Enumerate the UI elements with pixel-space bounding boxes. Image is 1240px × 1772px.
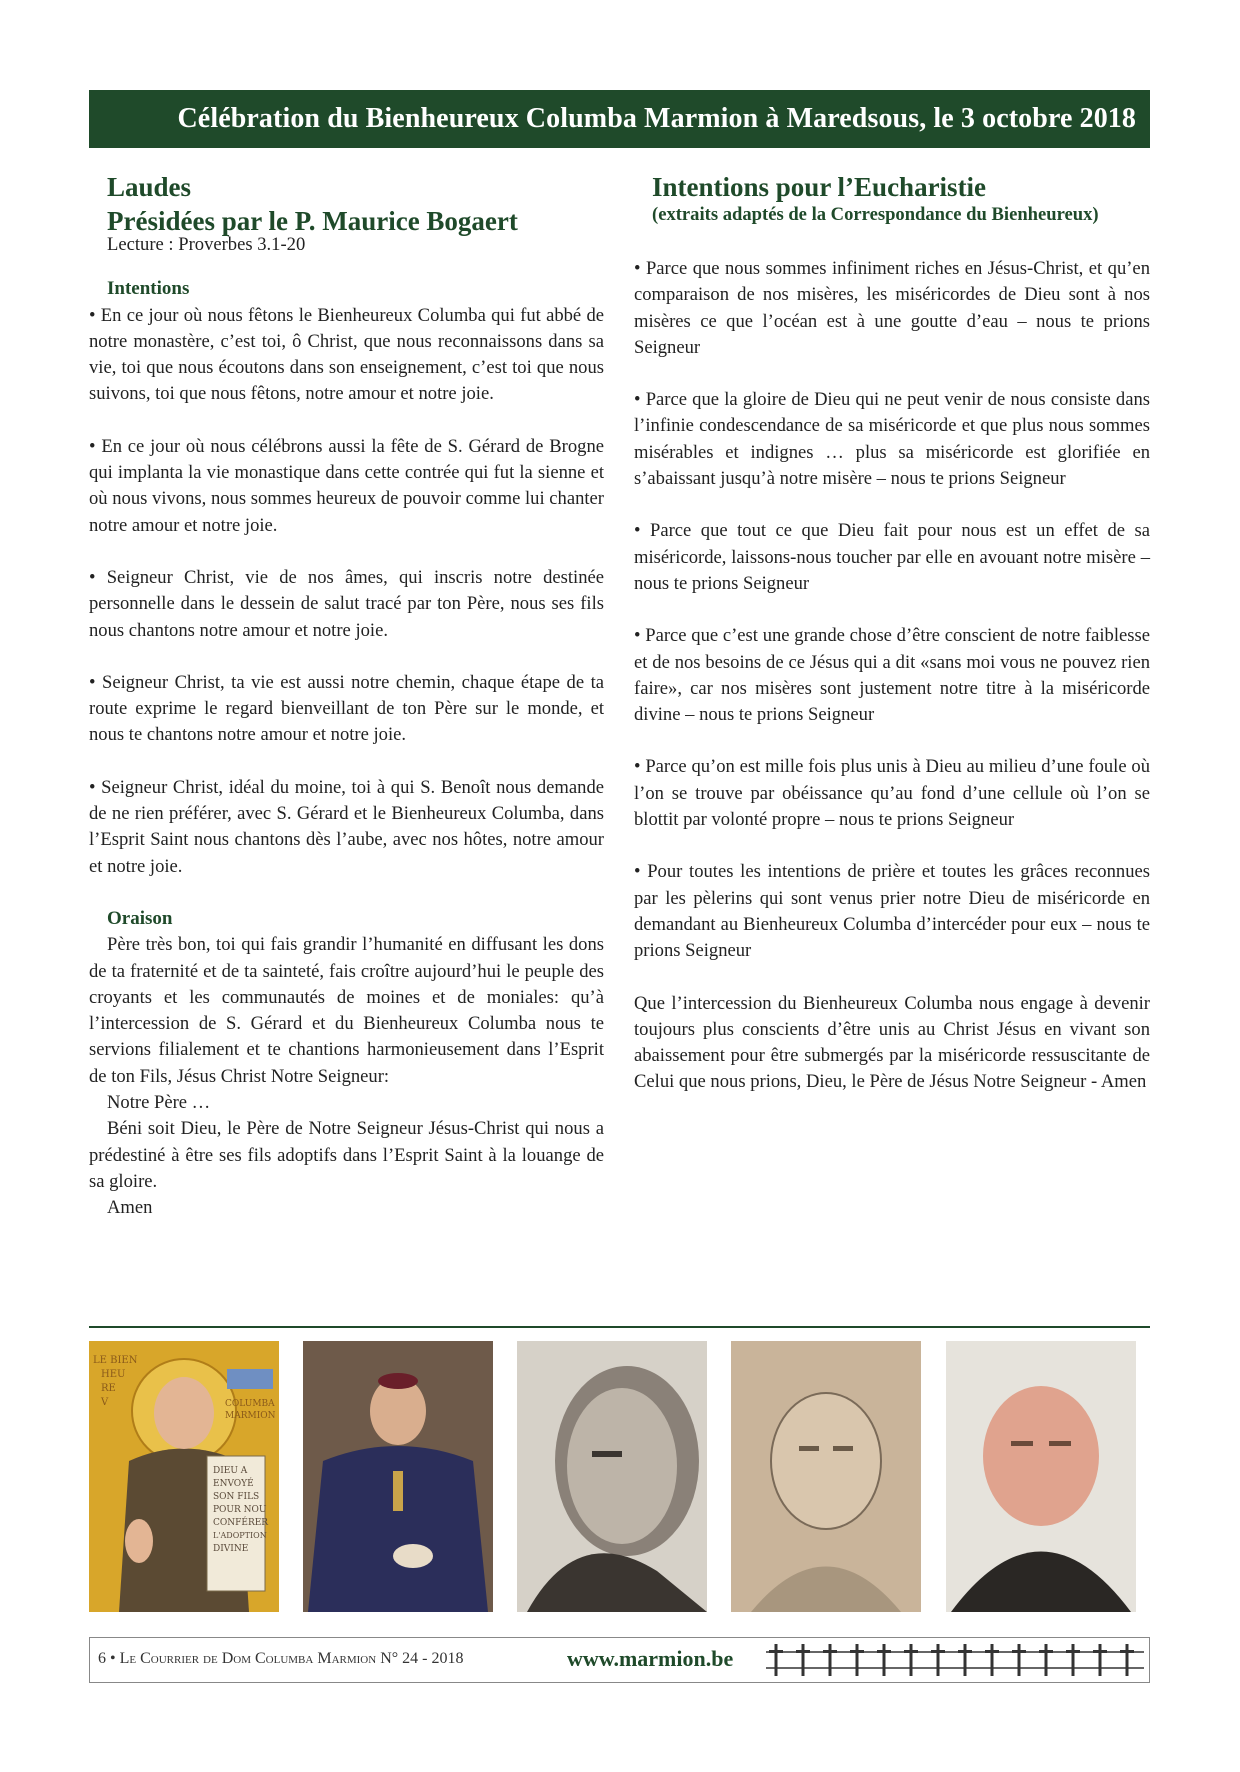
presided-heading: Présidées par le P. Maurice Bogaert [107,206,518,236]
right-intention-4: • Parce que c’est une grande chose d’être conscient de notre faiblesse et de nos besoins de ce Jésus qui a dit «sans moi vous ne pouvez rien faire», car nos misères sont justement notre titre à la miséricorde divine – nous te prions Seigneur [634,625,1150,726]
publication-name: Le Courrier de Dom Columba Marmion [119,1650,377,1667]
icon-text-right-7: CONFÉRER [213,1518,269,1528]
right-intention-1: • Parce que nous sommes infiniment riches en Jésus-Christ, et qu’en comparaison de nos misères, les miséricordes de Dieu sont à nos misères ce que l’océan est à une goutte d’eau – nous te prions Seigneur [634,258,1150,358]
issue-number: N° 24 - 2018 [380,1650,464,1667]
right-intention-3: • Parce que tout ce que Dieu fait pour nous est un effet de sa miséricorde, laissons-nous toucher par elle en avouant notre misère – nous te prions Seigneur [634,520,1150,594]
charcoal-sketch [517,1341,707,1612]
left-intention-5: • Seigneur Christ, idéal du moine, toi à qui S. Benoît nous demande de ne rien préférer, avec S. Gérard et le Bienheureux Columba, dans l’Esprit Saint nous chantons dès l’aube, avec nos hôtes, notre amour et notre joie. [89,776,604,877]
icon-text-left-3: RE [101,1383,116,1394]
beni-text: Béni soit Dieu, le Père de Notre Seigneur Jésus-Christ qui nous a prédestiné à être ses fils adoptifs dans l’Esprit Saint à la louange de sa gloire. [89,1118,604,1192]
page-number: 6 • [98,1650,116,1667]
notre-pere: Notre Père … [107,1092,211,1114]
title-banner [89,90,1150,148]
eucharist-subheading: (extraits adaptés de la Correspondance du Bienheureux) [652,204,1099,225]
laudes-heading: Laudes [107,172,192,202]
divider-line [89,1326,1150,1328]
page-footer [89,1637,1150,1683]
icon-text-right-3: DIEU A [213,1466,248,1476]
right-intention-6: • Pour toutes les intentions de prière et toutes les grâces reconnues par les pèlerins qui sont venus prier notre Dieu de miséricorde en demandant au Bienheureux Columba d’intercéder pour eux – nous te prions Seigneur [634,861,1150,962]
icon-text-right-9: DIVINE [213,1544,249,1554]
left-intention-4: • Seigneur Christ, ta vie est aussi notre chemin, chaque étape de ta route exprime le regard bienveillant de ton Père sur le monde, et nous te chantons notre amour et notre joie. [89,671,604,746]
oraison-text: Père très bon, toi qui fais grandir l’humanité en diffusant les dons de ta fraternité et de ta sainteté, fais croître aujourd’hui le peuple des croyants et les communautés de moines et de moniales: qu’à l’intercession de S. Gérard et du Bienheureux Columba nous te servions filialement et te chantions harmonieusement dans l’Esprit de ton Fils, Jésus Christ Notre Seigneur: [89,934,604,1087]
website-link[interactable]: www.marmion.be [567,1646,734,1671]
reading-reference: Lecture : Proverbes 3.1-20 [107,234,306,255]
icon-text-right-2: MARMION [225,1411,276,1421]
right-column [634,170,1150,1096]
left-intention-1: • En ce jour où nous fêtons le Bienheureux Columba qui fut abbé de notre monastère, c’est toi, ô Christ, que nous reconnaissons dans sa vie, toi que nous écoutons dans son enseignement, c’est toi que nous suivons, toi que nous fêtons, notre amour et notre joie. [89,304,604,405]
watercolor-portrait [946,1341,1136,1612]
icon-painting [89,1341,279,1612]
icon-text-right-6: POUR NOU [213,1505,267,1515]
oraison-heading: Oraison [107,907,173,929]
footer-publication [98,1650,463,1668]
left-column [89,170,604,1222]
right-intention-2: • Parce que la gloire de Dieu qui ne peut venir de nous consiste dans l’infinie condescendance de sa miséricorde et que plus nous sommes misérables et indignes … plus sa miséricorde est glorifiée en s’abaissant jusqu’à notre misère – nous te prions Seigneur [634,389,1150,490]
intentions-heading: Intentions [107,278,190,300]
icon-text-right-1: COLUMBA [225,1399,275,1409]
icon-text-left-4: V [101,1397,109,1408]
bishop-portrait [303,1341,493,1612]
pencil-portrait [731,1341,921,1612]
icon-text-right-8: L'ADOPTION [213,1531,267,1540]
icon-text-right-4: ENVOYÉ [213,1479,254,1489]
amen-text: Amen [107,1197,153,1219]
closing-prayer: Que l’intercession du Bienheureux Columba nous engage à devenir toujours plus conscients d’être unis au Christ Jésus en vivant son abaissement pour être submergés par la miséricorde ressuscitante de Celui que nous prions, Dieu, le Père de Jésus Notre Seigneur - Amen [634,992,1150,1093]
banner-title: Célébration du Bienheureux Columba Marmion à Maredsous, le 3 octobre 2018 [177,103,1136,134]
icon-text-left-1: LE BIEN [93,1355,138,1366]
icon-text-right-5: SON FILS [213,1492,260,1502]
icon-text-left-2: HEU [101,1369,126,1380]
eucharist-heading: Intentions pour l’Eucharistie [652,172,987,202]
left-intention-2: • En ce jour où nous célébrons aussi la fête de S. Gérard de Brogne qui implanta la vie monastique dans cette contrée qui fut la sienne et où nous vivons, nous sommes heureux de pouvoir comme lui chanter notre amour et notre joie. [89,435,604,536]
left-intention-3: • Seigneur Christ, vie de nos âmes, qui inscris notre destinée personnelle dans le dessein de salut tracé par ton Père, nous ses fils nous chantons notre amour et notre joie. [89,566,604,641]
right-intention-5: • Parce qu’on est mille fois plus unis à Dieu au milieu d’une foule où l’on se trouve par obéissance qu’au fond d’une cellule où l’on se blottit par volonté propre – nous te prions Seigneur [634,756,1150,831]
cross-ornament-icon [766,1642,1144,1678]
